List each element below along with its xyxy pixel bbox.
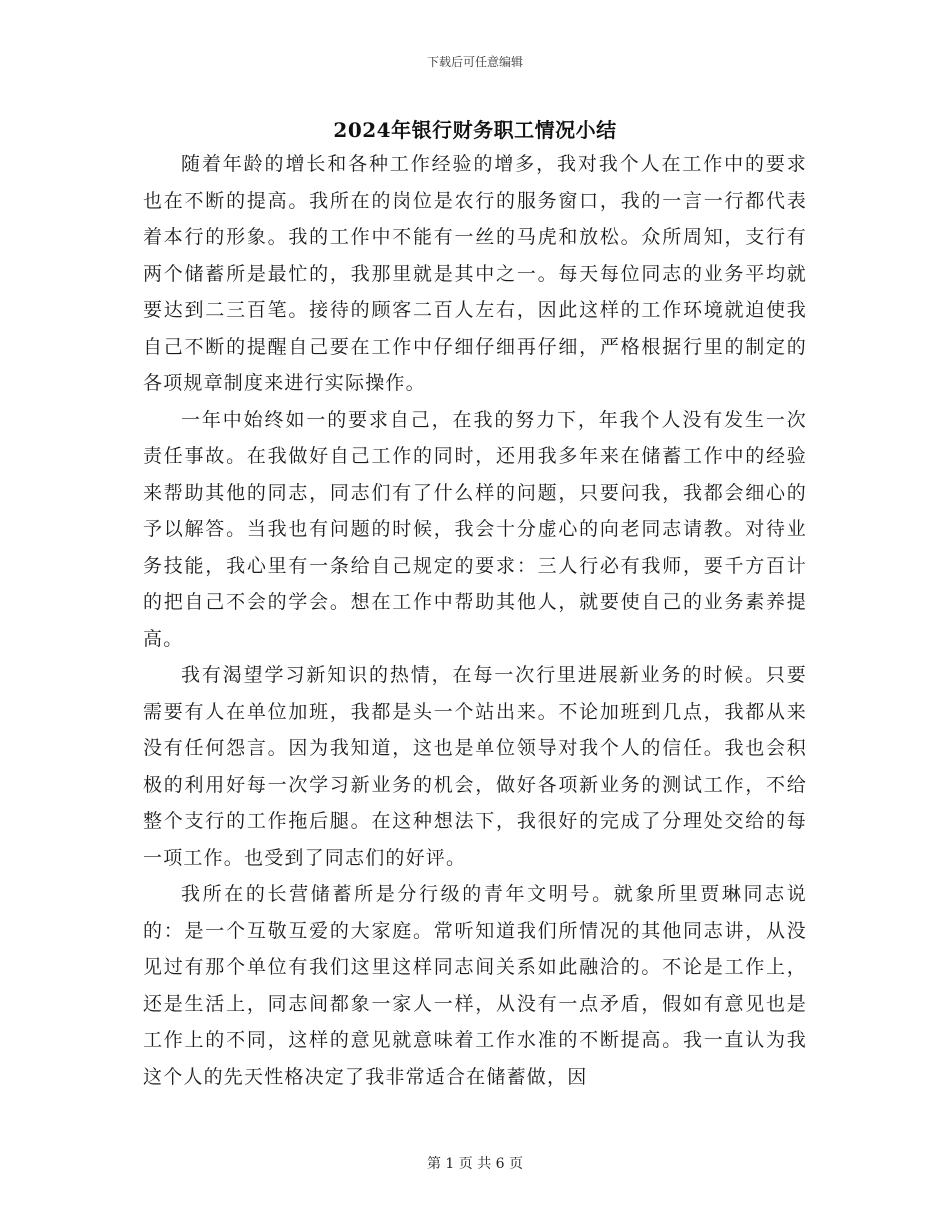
document-title: 2024年银行财务职工情况小结 xyxy=(333,118,617,142)
document-body xyxy=(143,146,807,1095)
paragraph: 我有渴望学习新知识的热情，在每一次行里进展新业务的时候。只要需要有人在单位加班，我都是头一个站出来。不论加班到几点，我都从来没有任何怨言。因为我知道，这也是单位领导对我个人的信任。我也会积极的利用好每一次学习新业务的机会，做好各项新业务的测试工作，不给整个支行的工作拖后腿。在这种想法下，我很好的完成了分理处交给的每一项工作。也受到了同志们的好评。 xyxy=(143,664,807,869)
paragraph: 随着年龄的增长和各种工作经验的增多，我对我个人在工作中的要求也在不断的提高。我所在的岗位是农行的服务窗口，我的一言一行都代表着本行的形象。我的工作中不能有一丝的马虎和放松。众所周知，支行有两个储蓄所是最忙的，我那里就是其中之一。每天每位同志的业务平均就要达到二三百笔。接待的顾客二百人左右，因此这样的工作环境就迫使我自己不断的提醒自己要在工作中仔细仔细再仔细，严格根据行里的制定的各项规章制度来进行实际操作。 xyxy=(143,153,807,394)
header-note: 下载后可任意编辑 xyxy=(426,55,523,69)
paragraph: 我所在的长营储蓄所是分行级的青年文明号。就象所里贾琳同志说的：是一个互敬互爱的大家庭。常听知道我们所情况的其他同志讲，从没见过有那个单位有我们这里这样同志间关系如此融洽的。不论是工作上，还是生活上，同志间都象一家人一样，从没有一点矛盾，假如有意见也是工作上的不同，这样的意见就意味着工作水准的不断提高。我一直认为我这个人的先天性格决定了我非常适合在储蓄做，因 xyxy=(143,883,807,1088)
paragraph: 一年中始终如一的要求自己，在我的努力下，年我个人没有发生一次责任事故。在我做好自己工作的同时，还用我多年来在储蓄工作中的经验来帮助其他的同志，同志们有了什么样的问题，只要问我，我都会细心的予以解答。当我也有问题的时候，我会十分虚心的向老同志请教。对待业务技能，我心里有一条给自己规定的要求：三人行必有我师，要千方百计的把自己不会的学会。想在工作中帮助其他人，就要使自己的业务素养提高。 xyxy=(143,408,807,650)
page-number: 第 1 页 共 6 页 xyxy=(426,1156,524,1172)
